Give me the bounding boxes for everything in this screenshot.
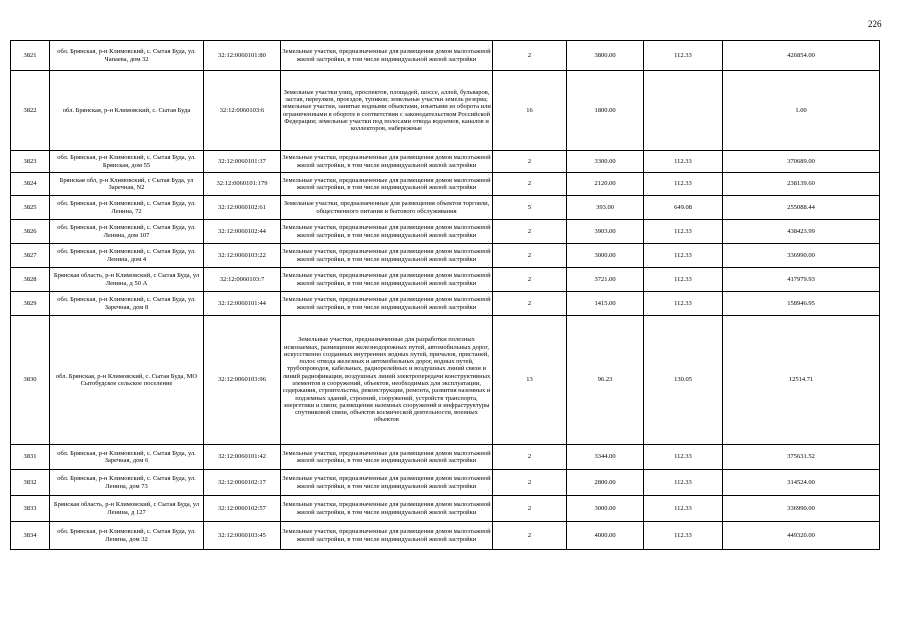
use-group-code-cell: 2: [493, 522, 567, 550]
permitted-use-cell: Земельные участки, предназначенные для размещения домов малоэтажной жилой застройки, в том числе индивидуальной жилой застройки: [281, 173, 493, 196]
cadastral-number-cell: 32:12:0060101:179: [204, 173, 281, 196]
area-cell: 3903.00: [567, 220, 644, 244]
area-cell: 3300.00: [567, 151, 644, 173]
row-number-cell: 3825: [11, 196, 50, 220]
area-cell: 1800.00: [567, 71, 644, 151]
area-cell: 1415.00: [567, 292, 644, 316]
use-group-code-cell: 2: [493, 244, 567, 268]
specific-value-cell: 112.33: [644, 522, 723, 550]
cadastral-value-cell: 370689.00: [723, 151, 880, 173]
address-cell: Брянская обл, р-н Климовский, с Сытая Буда, ул Заречная, N2: [50, 173, 204, 196]
row-number-cell: 3831: [11, 445, 50, 470]
area-cell: 3000.00: [567, 244, 644, 268]
permitted-use-cell: Земельные участки, предназначенные для размещения домов малоэтажной жилой застройки, в том числе индивидуальной жилой застройки: [281, 496, 493, 522]
cadastral-number-cell: 32:12:0060101:44: [204, 292, 281, 316]
cadastral-value-cell: 336990.00: [723, 244, 880, 268]
cadastral-value-cell: 158946.95: [723, 292, 880, 316]
address-cell: обл. Брянская, р-н Климовский, с. Сытая Буда, ул. Ленина, дом 4: [50, 244, 204, 268]
table-row: [11, 470, 880, 496]
permitted-use-cell: Земельные участки, предназначенные для размещения домов малоэтажной жилой застройки, в том числе индивидуальной жилой застройки: [281, 470, 493, 496]
area-cell: 3721.00: [567, 268, 644, 292]
table-row: [11, 496, 880, 522]
address-cell: обл. Брянская, р-н Климовский, с. Сытая Буда, ул. Ленина, дом 32: [50, 522, 204, 550]
cadastral-number-cell: 32:12:0060103:96: [204, 316, 281, 445]
specific-value-cell: 112.33: [644, 268, 723, 292]
row-number-cell: 3830: [11, 316, 50, 445]
cadastral-value-cell: 255088.44: [723, 196, 880, 220]
area-cell: 393.00: [567, 196, 644, 220]
use-group-code-cell: 2: [493, 470, 567, 496]
specific-value-cell: 112.33: [644, 41, 723, 71]
cadastral-number-cell: 32:12:0060103:45: [204, 522, 281, 550]
row-number-cell: 3824: [11, 173, 50, 196]
address-cell: обл. Брянская, р-н Климовский, с. Сытая Буда, ул. Чапаева, дом 32: [50, 41, 204, 71]
address-cell: обл. Брянская, р-н Климовский, с. Сытая Буда: [50, 71, 204, 151]
cadastral-number-cell: 32:12:0060101:80: [204, 41, 281, 71]
row-number-cell: 3829: [11, 292, 50, 316]
area-cell: 2800.00: [567, 470, 644, 496]
cadastral-value-cell: 449320.00: [723, 522, 880, 550]
cadastral-number-cell: 32:12:0060101:37: [204, 151, 281, 173]
use-group-code-cell: 2: [493, 220, 567, 244]
specific-value-cell: 112.33: [644, 244, 723, 268]
area-cell: 96.23: [567, 316, 644, 445]
cadastral-value-cell: 426854.00: [723, 41, 880, 71]
table-row: [11, 268, 880, 292]
cadastral-number-cell: 32:12:0060103:22: [204, 244, 281, 268]
area-cell: 2120.00: [567, 173, 644, 196]
address-cell: обл. Брянская, р-н Климовский, с. Сытая Буда, ул. Заречная, дом 6: [50, 445, 204, 470]
address-cell: Брянская область, р-н Климовский, с Сытая Буда, ул Ленина, д 127: [50, 496, 204, 522]
table-row: [11, 445, 880, 470]
permitted-use-cell: Земельные участки, предназначенные для размещения домов малоэтажной жилой застройки, в том числе индивидуальной жилой застройки: [281, 151, 493, 173]
address-cell: обл. Брянская, р-н Климовский, с. Сытая Буда, МО Сытобудское сельское поселение: [50, 316, 204, 445]
table-row: [11, 151, 880, 173]
cadastral-number-cell: 32:12:0060103:6: [204, 71, 281, 151]
permitted-use-cell: Земельные участки улиц, проспектов, площадей, шоссе, аллей, бульваров, застав, переулков, проездов, тупиков; земельные участки земель резерва; земельные участки, занятые водными объектами, изъятыми из оборота или ограниченными в обороте в соответствии с законодательством Российской Федерации; земельные участки под полосами отвода водоемов, каналов и коллекторов, набережные: [281, 71, 493, 151]
table-row: [11, 244, 880, 268]
specific-value-cell: 112.33: [644, 470, 723, 496]
cadastral-value-cell: 1.00: [723, 71, 880, 151]
table-row: [11, 173, 880, 196]
use-group-code-cell: 2: [493, 445, 567, 470]
permitted-use-cell: Земельные участки, предназначенные для размещения домов малоэтажной жилой застройки, в том числе индивидуальной жилой застройки: [281, 268, 493, 292]
use-group-code-cell: 2: [493, 173, 567, 196]
table-row: [11, 316, 880, 445]
area-cell: 3344.00: [567, 445, 644, 470]
cadastral-registry-table: [10, 40, 880, 550]
table-row: [11, 522, 880, 550]
cadastral-number-cell: 32:12:0060101:42: [204, 445, 281, 470]
specific-value-cell: 112.33: [644, 496, 723, 522]
area-cell: 4000.00: [567, 522, 644, 550]
row-number-cell: 3827: [11, 244, 50, 268]
specific-value-cell: 130.05: [644, 316, 723, 445]
permitted-use-cell: Земельные участки, предназначенные для размещения домов малоэтажной жилой застройки, в том числе индивидуальной жилой застройки: [281, 244, 493, 268]
cadastral-value-cell: 375631.52: [723, 445, 880, 470]
use-group-code-cell: 2: [493, 496, 567, 522]
specific-value-cell: 112.33: [644, 220, 723, 244]
permitted-use-cell: Земельные участки, предназначенные для размещения домов малоэтажной жилой застройки, в том числе индивидуальной жилой застройки: [281, 220, 493, 244]
address-cell: обл. Брянская, р-н Климовский, с. Сытая Буда, ул. Ленина, 72: [50, 196, 204, 220]
cadastral-value-cell: 438423.99: [723, 220, 880, 244]
row-number-cell: 3832: [11, 470, 50, 496]
cadastral-number-cell: 32:12:0060102:44: [204, 220, 281, 244]
table-row: [11, 41, 880, 71]
specific-value-cell: 112.33: [644, 292, 723, 316]
use-group-code-cell: 2: [493, 292, 567, 316]
specific-value-cell: [644, 71, 723, 151]
row-number-cell: 3821: [11, 41, 50, 71]
cadastral-number-cell: 32:12:0060102:57: [204, 496, 281, 522]
cadastral-value-cell: 12514.71: [723, 316, 880, 445]
specific-value-cell: 112.33: [644, 151, 723, 173]
specific-value-cell: 649.08: [644, 196, 723, 220]
specific-value-cell: 112.33: [644, 445, 723, 470]
address-cell: обл. Брянская, р-н Климовский, с. Сытая Буда, ул. Брянская, дом 55: [50, 151, 204, 173]
cadastral-number-cell: 32:12:0060103:7: [204, 268, 281, 292]
table-row: [11, 292, 880, 316]
area-cell: 3800.00: [567, 41, 644, 71]
permitted-use-cell: Земельные участки, предназначенные для размещения домов малоэтажной жилой застройки, в том числе индивидуальной жилой застройки: [281, 522, 493, 550]
row-number-cell: 3834: [11, 522, 50, 550]
permitted-use-cell: Земельные участки, предназначенные для размещения домов малоэтажной жилой застройки, в том числе индивидуальной жилой застройки: [281, 445, 493, 470]
address-cell: Брянская область, р-н Климовский, с Сытая Буда, ул Ленина, д 50 А: [50, 268, 204, 292]
area-cell: 3000.00: [567, 496, 644, 522]
table-row: [11, 196, 880, 220]
cadastral-value-cell: 336990.00: [723, 496, 880, 522]
specific-value-cell: 112.33: [644, 173, 723, 196]
use-group-code-cell: 2: [493, 41, 567, 71]
permitted-use-cell: Земельные участки, предназначенные для размещения объектов торговли, общественного питания и бытового обслуживания: [281, 196, 493, 220]
table-row: [11, 71, 880, 151]
use-group-code-cell: 16: [493, 71, 567, 151]
address-cell: обл. Брянская, р-н Климовский, с. Сытая Буда, ул. Заречная, дом 8: [50, 292, 204, 316]
row-number-cell: 3833: [11, 496, 50, 522]
use-group-code-cell: 2: [493, 151, 567, 173]
table-row: [11, 220, 880, 244]
row-number-cell: 3828: [11, 268, 50, 292]
use-group-code-cell: 5: [493, 196, 567, 220]
use-group-code-cell: 2: [493, 268, 567, 292]
address-cell: обл. Брянская, р-н Климовский, с. Сытая Буда, ул. Ленина, дом 73: [50, 470, 204, 496]
row-number-cell: 3823: [11, 151, 50, 173]
cadastral-value-cell: 417979.93: [723, 268, 880, 292]
permitted-use-cell: Земельные участки, предназначенные для разработки полезных ископаемых, размещения железнодорожных путей, автомобильных дорог, искусственно созданных внутренних водных путей, причалов, пристаней, полос отвода железных и автомобильных дорог, водных путей, трубопроводов, кабельных, радиорелейных и воздушных линий связи и линий радиофикации, воздушных линий электропередачи конструктивных элементов и сооружений, объектов, необходимых для эксплуатации, содержания, строительства, реконструкции, ремонта, развития наземных и подземных зданий, строений, сооружений, устройств транспорта, энергетики и связи; размещения наземных сооружений и инфраструктуры спутниковой связи, объектов космической деятельности, военных объектов: [281, 316, 493, 445]
address-cell: обл. Брянская, р-н Климовский, с. Сытая Буда, ул. Ленина, дом 107: [50, 220, 204, 244]
use-group-code-cell: 13: [493, 316, 567, 445]
row-number-cell: 3822: [11, 71, 50, 151]
row-number-cell: 3826: [11, 220, 50, 244]
page-number: 226: [868, 19, 882, 29]
cadastral-number-cell: 32:12:0060102:17: [204, 470, 281, 496]
cadastral-value-cell: 314524.00: [723, 470, 880, 496]
permitted-use-cell: Земельные участки, предназначенные для размещения домов малоэтажной жилой застройки, в том числе индивидуальной жилой застройки: [281, 292, 493, 316]
cadastral-value-cell: 238139.60: [723, 173, 880, 196]
permitted-use-cell: Земельные участки, предназначенные для размещения домов малоэтажной жилой застройки, в том числе индивидуальной жилой застройки: [281, 41, 493, 71]
cadastral-number-cell: 32:12:0060102:61: [204, 196, 281, 220]
